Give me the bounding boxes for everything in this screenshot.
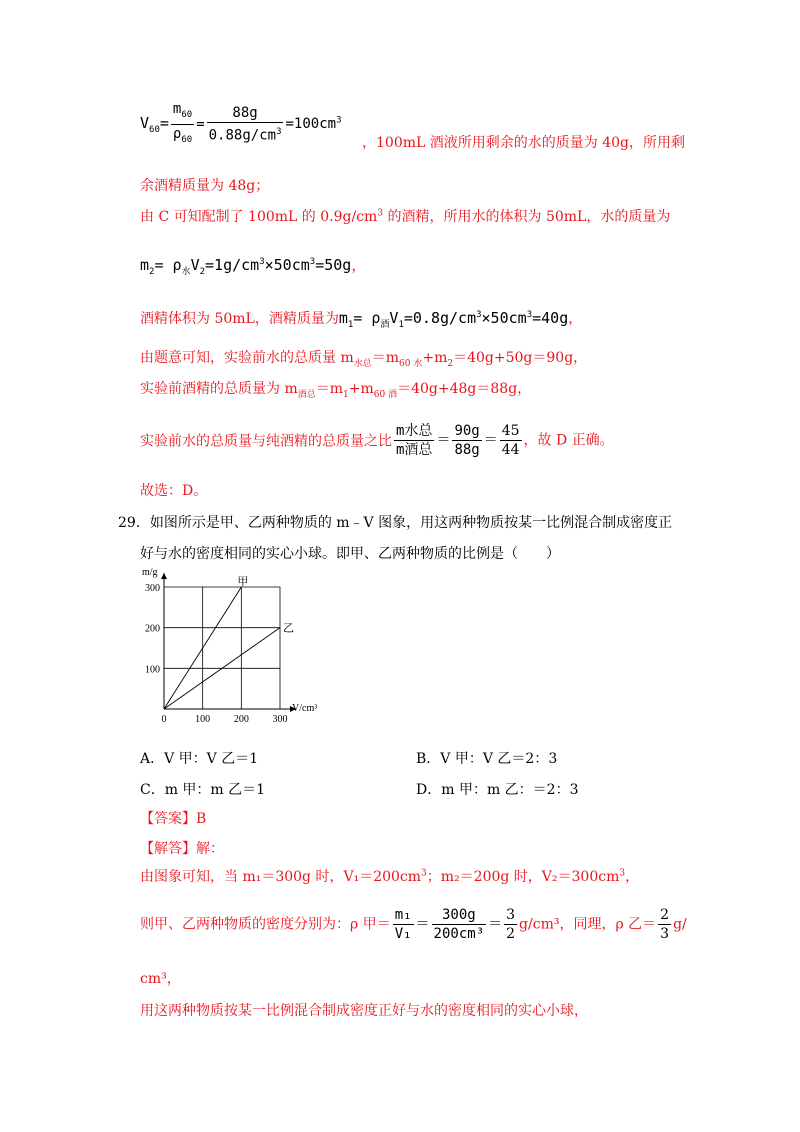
line2: 余酒精质量为 48g； <box>140 178 270 194</box>
fraction-45-44: $\frac{45}{44}$ <box>501 423 520 458</box>
x-tick-label: 100 <box>195 714 211 725</box>
alcohol-total-line: 实验前酒精的总质量为 $m_{酒总}=m_1+m_{60 酒}=40g+48g=88g$， <box>140 381 532 400</box>
water-total-line: 由题意可知，实验前水的总质量 $m_{水总}=m_{60 水}+m_2=40g+50g=90g$， <box>140 350 588 369</box>
line1-tail: ，100mL 酒液所用剩余的水的质量为 40g，所用剩 <box>362 135 685 151</box>
y-axis-label: m/g <box>142 567 158 578</box>
option-a[interactable]: A．V 甲：V 乙＝1 <box>140 751 259 767</box>
fraction-88g: $\frac{88g}{0.88g/cm^3}$ <box>208 104 282 144</box>
series-label-yi: 乙 <box>283 622 294 635</box>
series-label-jia: 甲 <box>237 576 249 588</box>
x-axis-label: V/cm³ <box>292 703 318 714</box>
analysis-label: 【解答】解： <box>140 841 224 857</box>
x-tick-label: 300 <box>272 714 288 725</box>
fraction-m1-v1: $\frac{\text{m₁}}{\text{V₁}}$ <box>394 907 412 942</box>
y-tick-label: 200 <box>145 623 160 635</box>
v60-formula-line: $V_{60}=$ $\frac{m_{60}}{\rho_{60}}$ = $\frac{88g}{0.88g/cm^3}$ $=100cm^3$ <box>140 100 341 149</box>
solution-line1: 由图象可知，当 m₁＝300g 时，$V_1=200cm^3$；m₂＝200g 时，$V_2=300cm^3$， <box>140 868 640 885</box>
m-v-chart <box>138 566 338 726</box>
y-tick-label: 100 <box>145 664 160 676</box>
y-tick-label: 300 <box>145 583 160 594</box>
fraction-90-88: $\frac{90g}{88g}$ <box>454 423 480 458</box>
fraction-3-2: $\frac{3}{2}$ <box>506 907 516 942</box>
x-tick-label: 200 <box>233 714 249 725</box>
question-29-line2: 好与水的密度相同的实心小球。即甲、乙两种物质的比例是（ ） <box>140 546 560 562</box>
solution-line3: cm³， <box>140 971 181 987</box>
ratio-line: 实验前水的总质量与纯酒精的总质量之比 $\frac{\text{m水总}}{\text{m酒总}}$ ＝ $\frac{90g}{88g}$ ＝ $\frac{45}{44}$ ，故 D 正确。 <box>140 423 614 458</box>
solution-line2: 则甲、乙两种物质的密度分别为：ρ 甲＝ $\frac{\text{m₁}}{\text{V₁}}$ ＝ $\frac{300g}{\text{200cm³}}$ ＝ $\frac{3}{2}$ g/cm³，同理，ρ 乙＝ $\frac{2}{3}$ g/ <box>140 907 687 942</box>
y-axis-arrow <box>161 573 167 579</box>
x-tick-label: 0 <box>161 714 167 725</box>
option-b[interactable]: B．V 甲：V 乙＝2：3 <box>416 751 558 767</box>
fraction-water-alcohol: $\frac{\text{m水总}}{\text{m酒总}}$ <box>396 423 433 458</box>
alcohol-mass-line: 酒精体积为 50mL，酒精质量为$m_1= \rho_酒V_1=0.8g/cm^3\times 50cm^3=40g$， <box>140 309 583 330</box>
fraction-m60-rho60: $\frac{m_{60}}{\rho_{60}}$ <box>172 101 193 145</box>
line3: 由 C 可知配制了 100mL 的 $0.9g/cm^3$ 的酒精，所用水的体积为 50mL，水的质量为 <box>140 208 671 225</box>
fraction-2-3: $\frac{2}{3}$ <box>660 907 670 942</box>
fraction-300-200: $\frac{300g}{\text{200cm³}}$ <box>433 907 485 942</box>
choose-d: 故选：D。 <box>140 483 208 499</box>
m2-formula-line: $m_2= \rho_水V_2=1g/cm^3\times 50cm^3=50g$， <box>140 256 367 277</box>
question-29-line1: 29．如图所示是甲、乙两种物质的 m﹣V 图象，用这两种物质按某一比例混合制成密度正 <box>118 515 673 531</box>
solution-line4: 用这两种物质按某一比例混合制成密度正好与水的密度相同的实心小球， <box>140 1003 588 1019</box>
answer-label: 【答案】B <box>140 811 207 827</box>
option-c[interactable]: C．m 甲：m 乙＝1 <box>140 782 266 798</box>
option-d[interactable]: D．m 甲：m 乙：＝2：3 <box>416 782 579 798</box>
